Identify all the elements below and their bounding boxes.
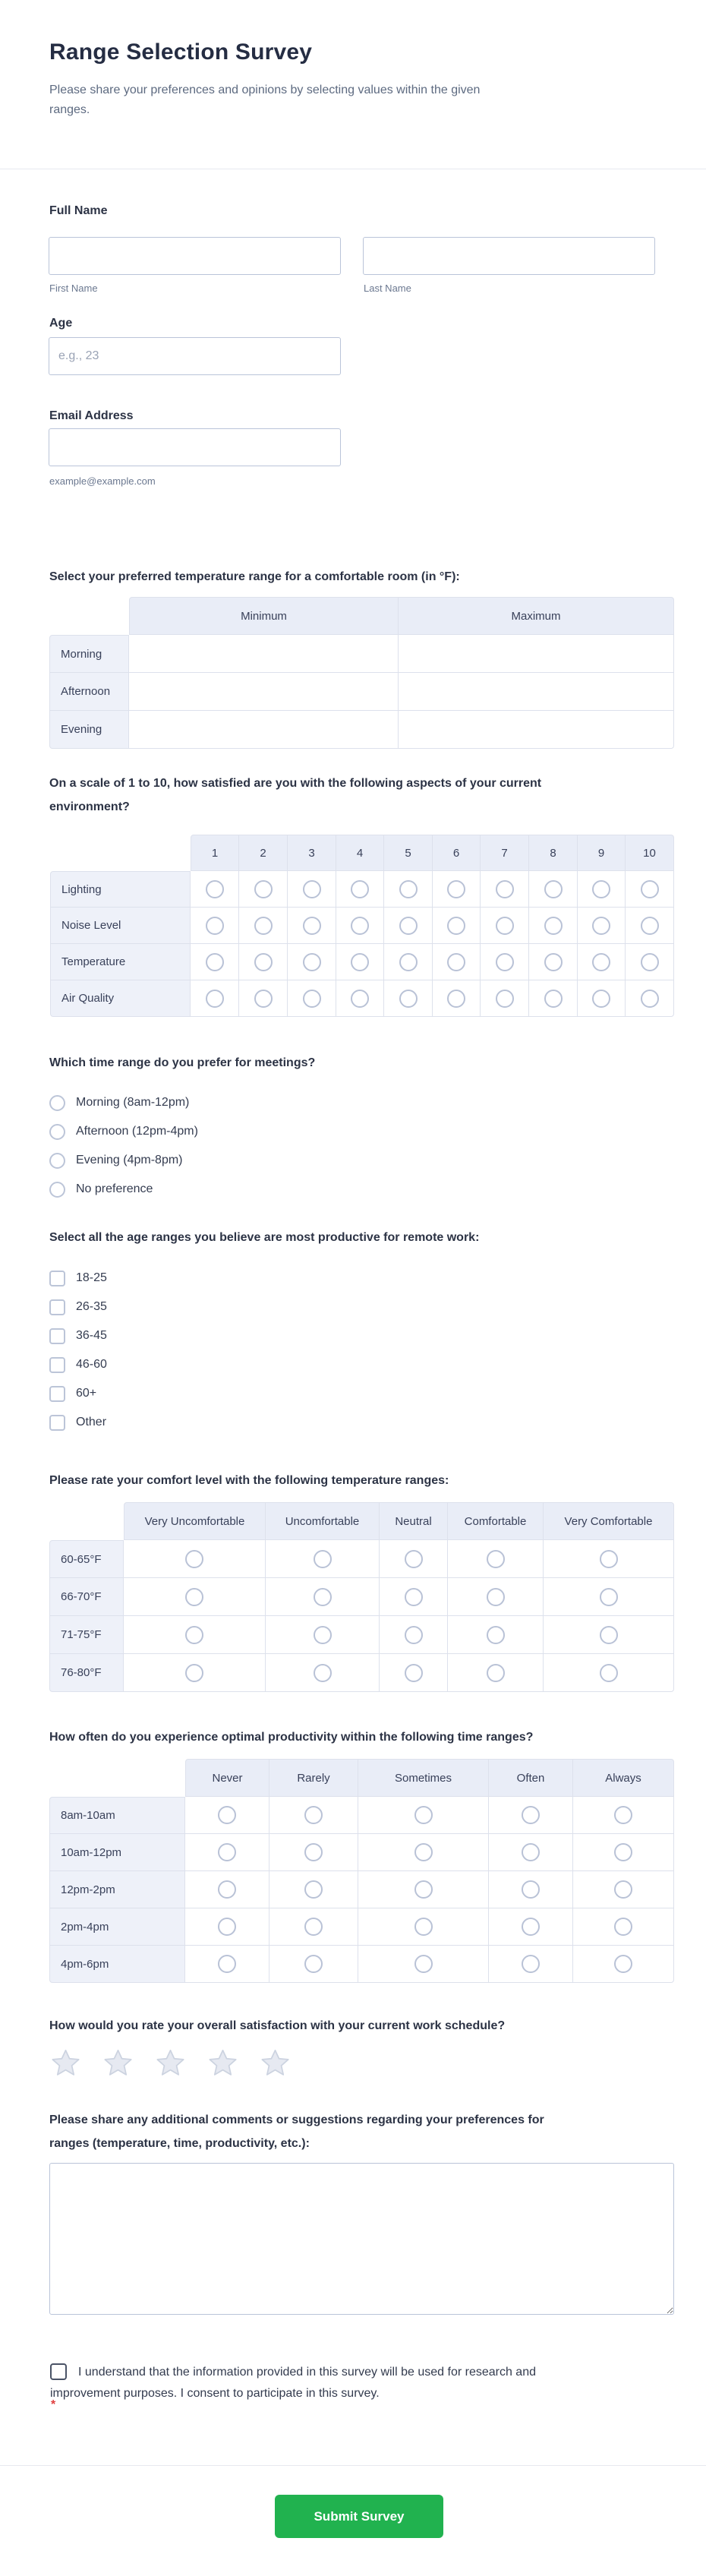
satisfaction_scale-column-header: 4 — [336, 835, 384, 871]
productivity-row-header: 2pm-4pm — [49, 1908, 185, 1946]
satisfaction_scale-cell — [578, 908, 626, 944]
radio-button[interactable] — [303, 880, 321, 898]
radio-button[interactable] — [351, 990, 369, 1008]
temp_range-input-cell[interactable] — [129, 635, 399, 673]
radio-button[interactable] — [303, 953, 321, 971]
comfort-cell — [124, 1578, 266, 1616]
star-icon[interactable] — [206, 2047, 239, 2079]
radio-button[interactable] — [49, 1124, 65, 1140]
satisfaction_scale-cell — [433, 980, 481, 1017]
checkbox[interactable] — [49, 1299, 65, 1315]
satisfaction_scale-column-header: 10 — [626, 835, 674, 871]
productivity-cell — [489, 1908, 573, 1946]
radio-button[interactable] — [49, 1095, 65, 1111]
comments-question: Please share any additional comments or suggestions regarding your preferences for ranges (temperature, time, productivity, etc.): — [49, 2114, 544, 2150]
radio-button[interactable] — [303, 917, 321, 935]
productivity-cell — [185, 1871, 269, 1908]
radio-button[interactable] — [304, 1880, 323, 1899]
radio-button[interactable] — [447, 917, 465, 935]
comfort-row-header: 76-80°F — [49, 1654, 124, 1692]
comfort-cell — [380, 1616, 448, 1654]
radio-button[interactable] — [487, 1626, 505, 1644]
radio-button[interactable] — [600, 1550, 618, 1568]
email-sublabel: example@example.com — [49, 475, 156, 487]
star-rating — [49, 2047, 292, 2079]
satisfaction_scale-column-header: 1 — [191, 835, 239, 871]
satisfaction_scale-cell — [288, 871, 336, 908]
checkbox[interactable] — [49, 1386, 65, 1402]
comfort-cell — [124, 1616, 266, 1654]
comfort-corner-cell — [49, 1502, 124, 1540]
satisfaction_scale-cell — [191, 980, 239, 1017]
comfort-cell — [380, 1540, 448, 1578]
star-icon[interactable] — [259, 2047, 292, 2079]
radio-button[interactable] — [544, 880, 563, 898]
satisfaction_scale-cell — [626, 871, 674, 908]
satisfaction_scale-cell — [384, 980, 433, 1017]
radio-button[interactable] — [522, 1880, 540, 1899]
satisfaction_scale-cell — [529, 908, 578, 944]
satisfaction_scale-column-header: 6 — [433, 835, 481, 871]
radio-button[interactable] — [351, 917, 369, 935]
satisfaction_scale-row-header: Lighting — [50, 871, 191, 908]
footer-divider — [0, 2465, 706, 2466]
satisfaction_scale-cell — [481, 908, 529, 944]
radio-button[interactable] — [405, 1626, 423, 1644]
radio-button[interactable] — [304, 1955, 323, 1973]
meeting_time-option[interactable] — [49, 1151, 183, 1170]
radio-button[interactable] — [304, 1806, 323, 1824]
radio-button[interactable] — [303, 990, 321, 1008]
email-label: Email Address — [49, 409, 134, 422]
checkbox[interactable] — [49, 1328, 65, 1344]
productivity-cell — [358, 1946, 489, 1983]
productivity-column-header: Rarely — [269, 1759, 358, 1797]
productivity-cell — [269, 1834, 358, 1871]
radio-button[interactable] — [487, 1664, 505, 1682]
comfort-row-header: 71-75°F — [49, 1616, 124, 1654]
option-label: 18-25 — [76, 1271, 107, 1284]
radio-button[interactable] — [522, 1918, 540, 1936]
comfort-cell — [380, 1578, 448, 1616]
radio-button[interactable] — [592, 953, 610, 971]
temp-range-question: Select your preferred temperature range for a comfortable room (in °F): — [49, 570, 460, 583]
comfort-cell — [266, 1578, 380, 1616]
productivity-cell — [269, 1908, 358, 1946]
radio-button[interactable] — [206, 953, 224, 971]
comfort-row-header: 60-65°F — [49, 1540, 124, 1578]
satisfaction_scale-cell — [626, 908, 674, 944]
radio-button[interactable] — [641, 880, 659, 898]
comfort-cell — [448, 1578, 544, 1616]
radio-button[interactable] — [414, 1955, 433, 1973]
productivity-column-header: Sometimes — [358, 1759, 489, 1797]
radio-button[interactable] — [304, 1918, 323, 1936]
radio-button[interactable] — [206, 990, 224, 1008]
satisfaction-question: On a scale of 1 to 10, how satisfied are you with the following aspects of your current environment? — [49, 777, 542, 813]
satisfaction_scale-cell — [578, 980, 626, 1017]
temp_range-corner-cell — [49, 597, 129, 635]
productivity-cell — [185, 1946, 269, 1983]
satisfaction_scale-cell — [529, 944, 578, 980]
satisfaction_scale-cell — [336, 980, 384, 1017]
option-label: Morning (8am-12pm) — [76, 1096, 190, 1109]
satisfaction_scale-cell — [578, 944, 626, 980]
comfort-cell — [380, 1654, 448, 1692]
comfort-cell — [544, 1616, 674, 1654]
productivity-column-header: Always — [573, 1759, 674, 1797]
radio-button[interactable] — [592, 880, 610, 898]
productivity-cell — [185, 1797, 269, 1834]
radio-button[interactable] — [254, 917, 273, 935]
productivity-cell — [269, 1797, 358, 1834]
productivity-question: How often do you experience optimal productivity within the following time ranges? — [49, 1731, 534, 1744]
satisfaction_scale-cell — [481, 944, 529, 980]
radio-button[interactable] — [304, 1843, 323, 1861]
productivity-cell — [489, 1797, 573, 1834]
productivity-row-header: 10am-12pm — [49, 1834, 185, 1871]
meeting-time-question: Which time range do you prefer for meetings? — [49, 1056, 316, 1069]
comments-textarea[interactable] — [49, 2163, 674, 2315]
radio-button[interactable] — [254, 880, 273, 898]
temp_range-column-header: Maximum — [399, 597, 674, 635]
comfort-cell — [266, 1654, 380, 1692]
radio-button[interactable] — [487, 1550, 505, 1568]
productivity-corner-cell — [49, 1759, 185, 1797]
radio-button[interactable] — [405, 1664, 423, 1682]
radio-button[interactable] — [49, 1182, 65, 1198]
temp_range-row-header: Morning — [49, 635, 129, 673]
satisfaction_scale-row-header: Noise Level — [50, 908, 191, 944]
comfort-cell — [124, 1654, 266, 1692]
age_ranges-option[interactable] — [49, 1413, 106, 1432]
first-name-input[interactable] — [49, 237, 341, 275]
radio-button[interactable] — [600, 1626, 618, 1644]
age_ranges-option[interactable] — [49, 1269, 107, 1287]
satisfaction_scale-cell — [288, 908, 336, 944]
checkbox[interactable] — [49, 1415, 65, 1431]
temp_range-input-cell[interactable] — [129, 673, 399, 711]
radio-button[interactable] — [206, 880, 224, 898]
satisfaction_scale-cell — [191, 944, 239, 980]
productivity-cell — [185, 1908, 269, 1946]
radio-button[interactable] — [405, 1550, 423, 1568]
page-subtitle: Please share your preferences and opinions by selecting values within the given ranges. — [49, 84, 481, 116]
meeting_time-option[interactable] — [49, 1094, 189, 1112]
radio-button[interactable] — [544, 953, 563, 971]
radio-button[interactable] — [487, 1588, 505, 1606]
temp_range-input-cell[interactable] — [129, 711, 399, 749]
productivity-column-header: Never — [185, 1759, 269, 1797]
satisfaction_scale-row-header: Air Quality — [50, 980, 191, 1017]
satisfaction_scale-column-header: 8 — [529, 835, 578, 871]
age_ranges-option[interactable] — [49, 1327, 107, 1345]
radio-button[interactable] — [218, 1843, 236, 1861]
comfort-column-header: Neutral — [380, 1502, 448, 1540]
satisfaction_scale-cell — [336, 871, 384, 908]
satisfaction_scale-cell — [384, 944, 433, 980]
satisfaction_scale-cell — [529, 871, 578, 908]
productivity-cell — [573, 1908, 674, 1946]
productivity-cell — [573, 1797, 674, 1834]
radio-button[interactable] — [496, 917, 514, 935]
productivity-cell — [358, 1871, 489, 1908]
radio-button[interactable] — [218, 1806, 236, 1824]
checkbox[interactable] — [49, 1271, 65, 1286]
age_ranges-option[interactable] — [49, 1384, 96, 1403]
radio-button[interactable] — [314, 1664, 332, 1682]
satisfaction_scale-cell — [626, 944, 674, 980]
comfort-column-header: Very Comfortable — [544, 1502, 674, 1540]
productivity-matrix — [49, 1759, 674, 1983]
radio-button[interactable] — [641, 953, 659, 971]
satisfaction_scale-row-header: Temperature — [50, 944, 191, 980]
comfort-column-header: Very Uncomfortable — [124, 1502, 266, 1540]
radio-button[interactable] — [218, 1955, 236, 1973]
satisfaction_scale-cell — [384, 908, 433, 944]
satisfaction_scale-cell — [239, 944, 288, 980]
temp_range-row-header: Afternoon — [49, 673, 129, 711]
radio-button[interactable] — [600, 1664, 618, 1682]
radio-button[interactable] — [544, 990, 563, 1008]
comfort-cell — [266, 1540, 380, 1578]
radio-button[interactable] — [185, 1550, 203, 1568]
radio-button[interactable] — [399, 880, 418, 898]
productivity-cell — [358, 1834, 489, 1871]
option-label: No preference — [76, 1182, 153, 1195]
radio-button[interactable] — [414, 1880, 433, 1899]
productivity-column-header: Often — [489, 1759, 573, 1797]
satisfaction_scale-cell — [626, 980, 674, 1017]
star-icon[interactable] — [102, 2047, 134, 2079]
radio-button[interactable] — [496, 880, 514, 898]
comfort-cell — [544, 1654, 674, 1692]
radio-button[interactable] — [496, 990, 514, 1008]
satisfaction_scale-column-header: 2 — [239, 835, 288, 871]
radio-button[interactable] — [522, 1843, 540, 1861]
satisfaction_scale-cell — [336, 944, 384, 980]
satisfaction_scale-cell — [433, 908, 481, 944]
radio-button[interactable] — [614, 1955, 632, 1973]
productivity-cell — [358, 1908, 489, 1946]
satisfaction_scale-cell — [529, 980, 578, 1017]
radio-button[interactable] — [614, 1880, 632, 1899]
temp_range-column-header: Minimum — [129, 597, 399, 635]
age_ranges-option[interactable] — [49, 1298, 107, 1316]
star-icon[interactable] — [154, 2047, 187, 2079]
productivity-cell — [358, 1797, 489, 1834]
radio-button[interactable] — [600, 1588, 618, 1606]
radio-button[interactable] — [592, 917, 610, 935]
radio-button[interactable] — [218, 1880, 236, 1899]
radio-button[interactable] — [185, 1626, 203, 1644]
meeting_time-option[interactable] — [49, 1180, 153, 1198]
productivity-cell — [269, 1946, 358, 1983]
temp-range-matrix — [49, 597, 674, 749]
radio-button[interactable] — [206, 917, 224, 935]
comfort-cell — [448, 1654, 544, 1692]
radio-button[interactable] — [592, 990, 610, 1008]
radio-button[interactable] — [447, 880, 465, 898]
temp_range-input-cell[interactable] — [399, 673, 674, 711]
satisfaction_scale-cell — [191, 871, 239, 908]
productivity-row-header: 8am-10am — [49, 1797, 185, 1834]
comfort-cell — [448, 1616, 544, 1654]
page-title: Range Selection Survey — [49, 39, 313, 65]
age-label: Age — [49, 317, 73, 330]
submit-button[interactable]: Submit Survey — [275, 2495, 443, 2538]
satisfaction_scale-cell — [288, 980, 336, 1017]
radio-button[interactable] — [544, 917, 563, 935]
productivity-cell — [185, 1834, 269, 1871]
radio-button[interactable] — [351, 880, 369, 898]
satisfaction_scale-cell — [433, 871, 481, 908]
satisfaction_scale-cell — [239, 871, 288, 908]
productivity-cell — [573, 1946, 674, 1983]
radio-button[interactable] — [414, 1918, 433, 1936]
radio-button[interactable] — [641, 917, 659, 935]
comfort-column-header: Uncomfortable — [266, 1502, 380, 1540]
satisfaction_scale-cell — [433, 944, 481, 980]
radio-button[interactable] — [314, 1588, 332, 1606]
radio-button[interactable] — [185, 1664, 203, 1682]
full-name-label: Full Name — [49, 204, 108, 217]
satisfaction_scale-cell — [481, 980, 529, 1017]
satisfaction_scale-column-header: 5 — [384, 835, 433, 871]
comfort-column-header: Comfortable — [448, 1502, 544, 1540]
email-input[interactable] — [49, 428, 341, 466]
radio-button[interactable] — [399, 917, 418, 935]
radio-button[interactable] — [496, 953, 514, 971]
productivity-row-header: 12pm-2pm — [49, 1871, 185, 1908]
option-label: 60+ — [76, 1387, 97, 1400]
option-label: Afternoon (12pm-4pm) — [76, 1125, 198, 1138]
comfort-row-header: 66-70°F — [49, 1578, 124, 1616]
satisfaction_scale-cell — [578, 871, 626, 908]
productivity-cell — [573, 1871, 674, 1908]
satisfaction_scale-cell — [336, 908, 384, 944]
checkbox[interactable] — [49, 1357, 65, 1373]
productivity-cell — [489, 1871, 573, 1908]
satisfaction_scale-column-header: 9 — [578, 835, 626, 871]
temp_range-input-cell[interactable] — [399, 635, 674, 673]
option-label: Other — [76, 1416, 107, 1428]
temp_range-input-cell[interactable] — [399, 711, 674, 749]
first-name-sublabel: First Name — [49, 283, 98, 294]
radio-button[interactable] — [447, 990, 465, 1008]
option-label: 26-35 — [76, 1300, 107, 1313]
radio-button[interactable] — [614, 1843, 632, 1861]
comfort-cell — [544, 1540, 674, 1578]
comfort-cell — [266, 1616, 380, 1654]
radio-button[interactable] — [399, 990, 418, 1008]
satisfaction_scale-cell — [384, 871, 433, 908]
satisfaction_scale-cell — [239, 908, 288, 944]
radio-button[interactable] — [254, 990, 273, 1008]
radio-button[interactable] — [641, 990, 659, 1008]
radio-button[interactable] — [522, 1806, 540, 1824]
radio-button[interactable] — [351, 953, 369, 971]
productivity-cell — [489, 1946, 573, 1983]
productivity-cell — [269, 1871, 358, 1908]
radio-button[interactable] — [405, 1588, 423, 1606]
temp_range-row-header: Evening — [49, 711, 129, 749]
satisfaction_scale-column-header: 3 — [288, 835, 336, 871]
radio-button[interactable] — [254, 953, 273, 971]
work-schedule-question: How would you rate your overall satisfaction with your current work schedule? — [49, 2019, 506, 2032]
satisfaction_scale-cell — [191, 908, 239, 944]
radio-button[interactable] — [314, 1626, 332, 1644]
age-input[interactable] — [49, 337, 341, 375]
option-label: 36-45 — [76, 1329, 107, 1342]
last-name-input[interactable] — [363, 237, 655, 275]
radio-button[interactable] — [185, 1588, 203, 1606]
productivity-cell — [573, 1834, 674, 1871]
required-asterisk: * — [51, 2398, 56, 2411]
consent-text: I understand that the information provided in this survey will be used for research and improvement purposes. I consent to participate in this survey. — [50, 2366, 536, 2400]
option-label: 46-60 — [76, 1358, 107, 1371]
satisfaction_scale-column-header: 7 — [481, 835, 529, 871]
comfort-matrix — [49, 1502, 674, 1692]
comfort-question: Please rate your comfort level with the following temperature ranges: — [49, 1474, 449, 1487]
radio-button[interactable] — [614, 1918, 632, 1936]
radio-button[interactable] — [614, 1806, 632, 1824]
radio-button[interactable] — [49, 1153, 65, 1169]
radio-button[interactable] — [218, 1918, 236, 1936]
comfort-cell — [448, 1540, 544, 1578]
comfort-cell — [124, 1540, 266, 1578]
option-label: Evening (4pm-8pm) — [76, 1154, 183, 1166]
radio-button[interactable] — [414, 1843, 433, 1861]
age-ranges-question: Select all the age ranges you believe are most productive for remote work: — [49, 1231, 480, 1244]
productivity-cell — [489, 1834, 573, 1871]
comfort-cell — [544, 1578, 674, 1616]
radio-button[interactable] — [399, 953, 418, 971]
satisfaction_scale-cell — [288, 944, 336, 980]
productivity-row-header: 4pm-6pm — [49, 1946, 185, 1983]
satisfaction_scale-corner-cell — [50, 835, 191, 871]
radio-button[interactable] — [447, 953, 465, 971]
meeting_time-option[interactable] — [49, 1122, 198, 1141]
satisfaction-matrix — [50, 835, 674, 1017]
age_ranges-option[interactable] — [49, 1356, 107, 1374]
satisfaction_scale-cell — [481, 871, 529, 908]
satisfaction_scale-cell — [239, 980, 288, 1017]
radio-button[interactable] — [522, 1955, 540, 1973]
star-icon[interactable] — [49, 2047, 82, 2079]
radio-button[interactable] — [414, 1806, 433, 1824]
last-name-sublabel: Last Name — [364, 283, 411, 294]
radio-button[interactable] — [314, 1550, 332, 1568]
